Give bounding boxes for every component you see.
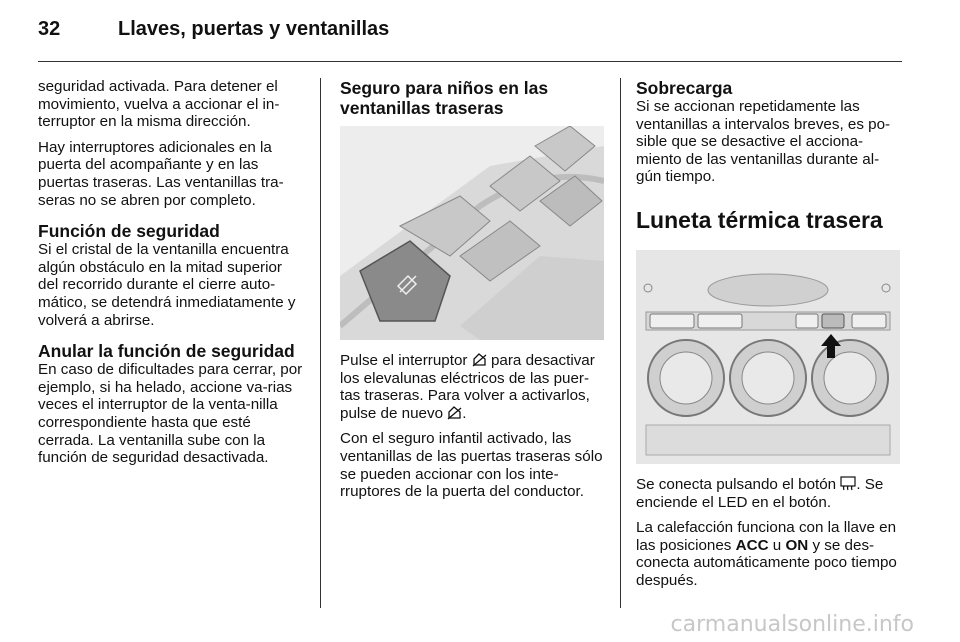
column-divider (320, 78, 321, 608)
paragraph: seguridad activada. Para detener el movimiento, vuelva a accionar el in-terruptor en la misma dirección. (38, 78, 280, 131)
paragraph: En caso de dificultades para cerrar, por ejemplo, si ha helado, accione va-rias veces el interruptor de la venta-nilla correspondiente hasta que esté cerrada. La ventanilla sube con la función de seguridad desactivada. (38, 361, 303, 467)
section-heading-rear-defrost: Luneta térmica trasera (636, 206, 883, 233)
column-left (38, 78, 304, 475)
paragraph: Si el cristal de la ventanilla encuentra algún obstáculo en la mitad superior del recorrido durante el cierre auto-mático, se detendrá inmediatamente y volverá a abrirse. (38, 241, 296, 329)
watermark: carmanualsonline.info (670, 612, 914, 637)
rear-defrost-icon (840, 476, 856, 491)
paragraph: Con el seguro infantil activado, las ventanillas de las puertas traseras sólo se pueden accionar con los inte-rruptores de la puerta del conductor. (340, 430, 603, 501)
window-switch-figure (340, 126, 604, 340)
page-number: 32 (38, 18, 61, 40)
paragraph: Se conecta pulsando el botón . Se enciende el LED en el botón. (636, 475, 884, 511)
page-title: Llaves, puertas y ventanillas (118, 18, 390, 40)
section-heading-overload: Sobrecarga (636, 78, 733, 98)
column-right (636, 78, 902, 598)
paragraph: Si se accionan repetidamente las ventanillas a intervalos breves, es po-sible que se desactive el acciona-miento de las ventanillas durante al-gún tiempo. (636, 98, 891, 186)
column-divider (620, 78, 621, 608)
child-lock-icon (472, 353, 487, 367)
page-header (38, 18, 900, 48)
column-middle (340, 78, 604, 509)
section-heading-override: Anular la función de seguridad (38, 341, 295, 362)
section-heading-child-lock: Seguro para niños en las ventanillas traseras (340, 78, 549, 118)
section-heading-safety: Función de seguridad (38, 221, 220, 242)
header-rule (38, 61, 902, 62)
child-lock-icon (447, 406, 462, 420)
paragraph: Pulse el interruptor para desactivar los elevalunas eléctricos de las puer-tas traseras. Para volver a activarlos, pulse de nuevo . (340, 352, 595, 422)
climate-panel-figure (636, 250, 900, 464)
paragraph: La calefacción funciona con la llave en las posiciones ACC u ON y se des-conecta automáticamente poco tiempo después. (636, 519, 897, 589)
paragraph: Hay interruptores adicionales en la puerta del acompañante y en las puertas traseras. Las ventanillas tra-seras no se abren por completo. (38, 138, 284, 209)
